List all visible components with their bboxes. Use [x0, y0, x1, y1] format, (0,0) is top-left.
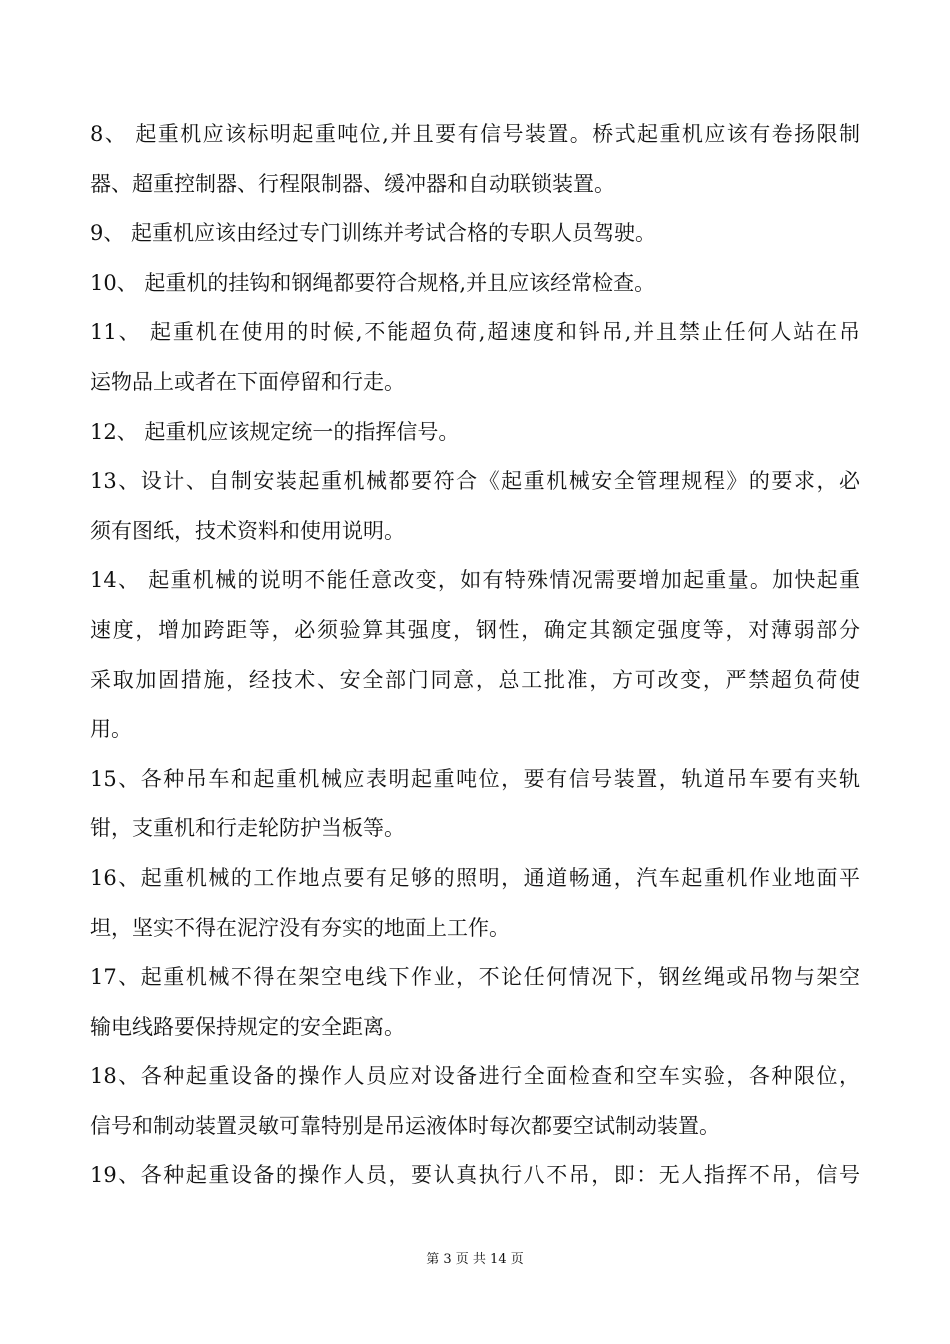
text-line: 钳，支重机和行走轮防护当板等。	[90, 816, 405, 841]
text-line: 9、 起重机应该由经过专门训练并考试合格的专职人员驾驶。	[90, 221, 657, 246]
text-line: 19、各种起重设备的操作人员，要认真执行八不吊，即：无人指挥不吊，信号	[90, 1163, 860, 1188]
document-body	[90, 110, 860, 1201]
text-line: 坦，坚实不得在泥泞没有夯实的地面上工作。	[90, 915, 510, 940]
text-line: 13、设计、自制安装起重机械都要符合《起重机械安全管理规程》的要求，必	[90, 469, 860, 494]
text-line: 器、超重控制器、行程限制器、缓冲器和自动联锁装置。	[90, 171, 615, 196]
text-line: 须有图纸，技术资料和使用说明。	[90, 518, 405, 543]
text-line: 11、 起重机在使用的时候,不能超负荷,超速度和钭吊,并且禁止任何人站在吊	[90, 320, 860, 345]
text-line: 14、 起重机械的说明不能任意改变，如有特殊情况需要增加起重量。加快起重	[90, 568, 860, 593]
text-line: 采取加固措施，经技术、安全部门同意，总工批准，方可改变，严禁超负荷使	[90, 667, 860, 692]
text-line: 8、 起重机应该标明起重吨位,并且要有信号装置。桥式起重机应该有卷扬限制	[90, 122, 860, 146]
page-number-footer: 第 3 页 共 14 页	[426, 1252, 524, 1267]
text-line: 16、起重机械的工作地点要有足够的照明，通道畅通，汽车起重机作业地面平	[90, 865, 860, 890]
text-line: 用。	[90, 717, 132, 742]
text-line: 18、各种起重设备的操作人员应对设备进行全面检查和空车实验，各种限位，	[90, 1064, 860, 1089]
text-line: 10、 起重机的挂钩和钢绳都要符合规格,并且应该经常检查。	[90, 270, 656, 295]
text-line: 速度，增加跨距等，必须验算其强度，钢性，确定其额定强度等，对薄弱部分	[90, 617, 860, 642]
text-line: 信号和制动装置灵敏可靠特别是吊运液体时每次都要空试制动装置。	[90, 1113, 720, 1138]
text-line: 12、 起重机应该规定统一的指挥信号。	[90, 419, 460, 444]
text-line: 输电线路要保持规定的安全距离。	[90, 1014, 405, 1039]
text-line: 运物品上或者在下面停留和行走。	[90, 369, 405, 394]
text-line: 17、起重机械不得在架空电线下作业，不论任何情况下，钢丝绳或吊物与架空	[90, 965, 860, 990]
text-line: 15、各种吊车和起重机械应表明起重吨位，要有信号装置，轨道吊车要有夹轨	[90, 766, 860, 791]
